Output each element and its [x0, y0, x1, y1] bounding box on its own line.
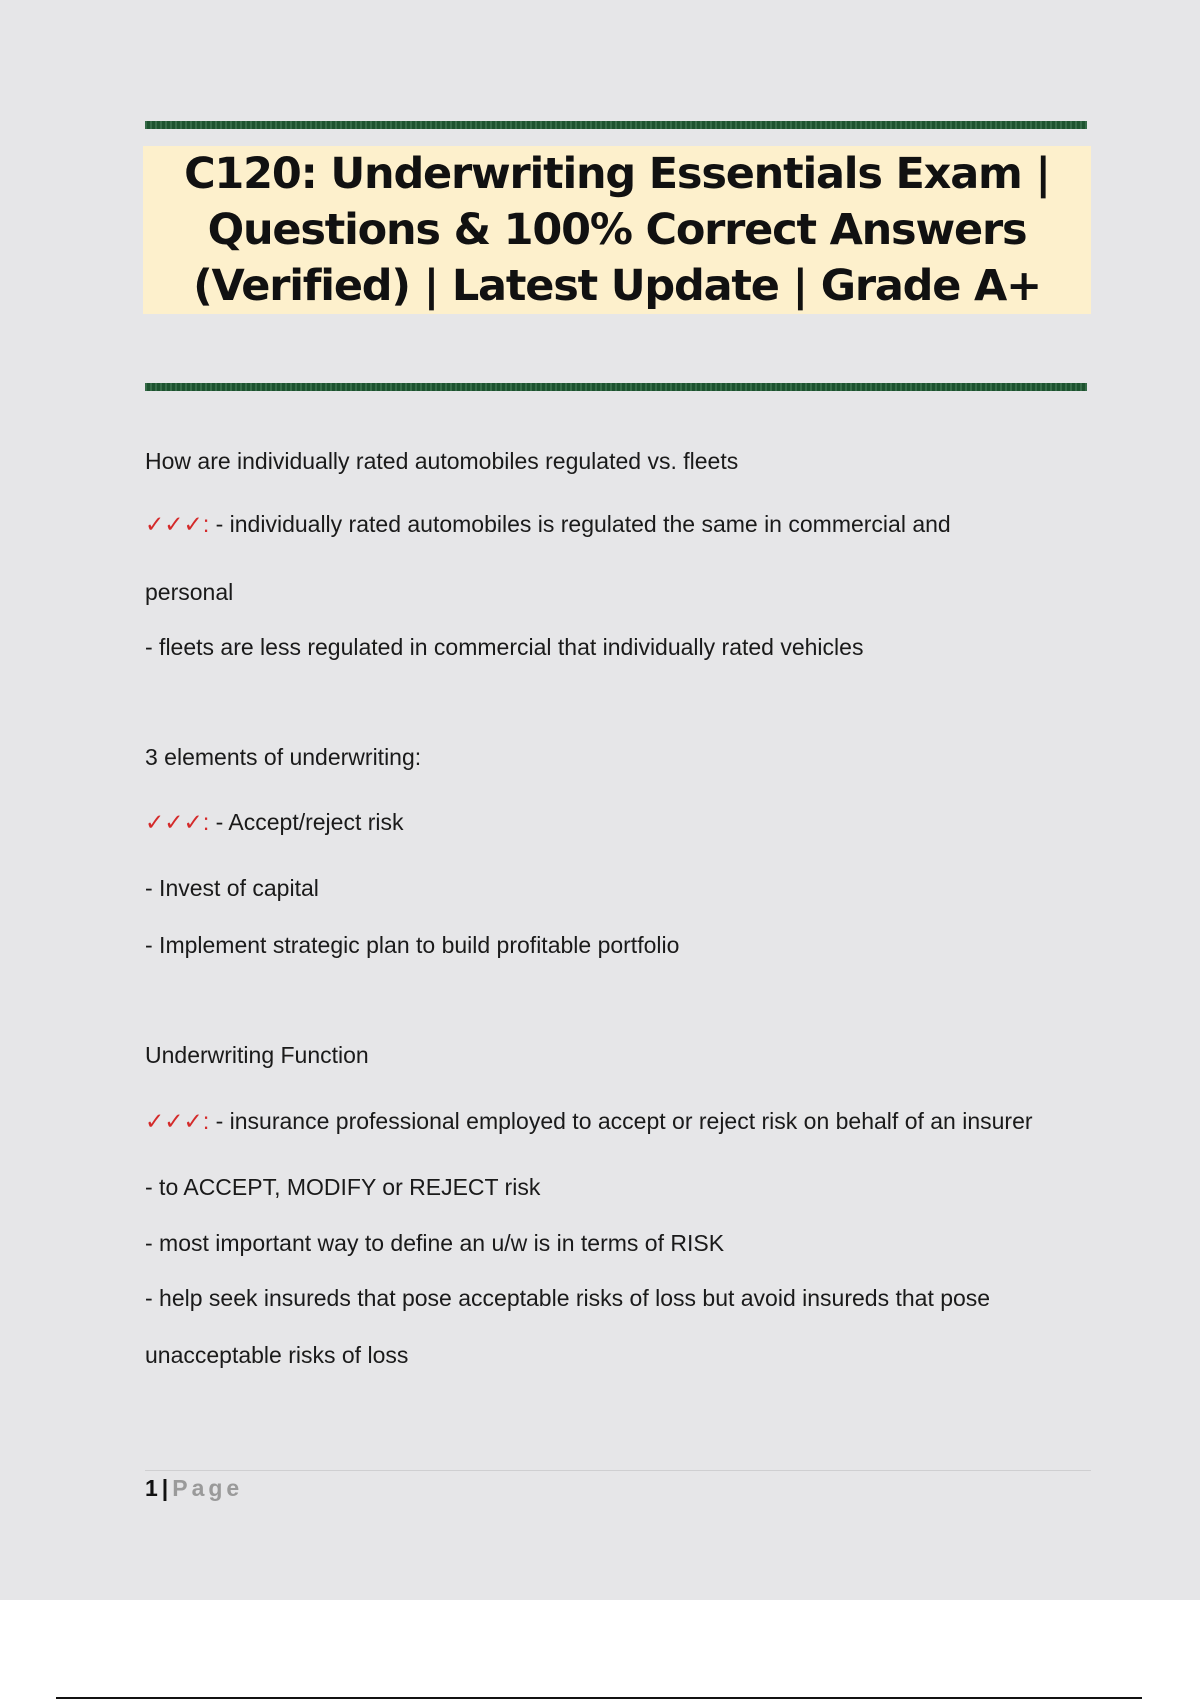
answer-line: - Invest of capital — [145, 875, 319, 901]
top-divider-rule — [145, 121, 1087, 129]
answer-line: personal — [145, 579, 234, 605]
page-number: 1 — [145, 1475, 158, 1501]
answer-text: - Accept/reject risk — [209, 809, 404, 835]
page-footer — [145, 1474, 243, 1502]
answer-line: - most important way to define an u/w is in terms of RISK — [145, 1230, 725, 1256]
checkmark-icon: ✓✓✓: — [145, 1108, 210, 1134]
question-text: How are individually rated automobiles regulated vs. fleets — [145, 448, 739, 474]
document-title: C120: Underwriting Essentials Exam | Questions & 100% Correct Answers (Verified) | Latest Update | Grade A+ — [184, 149, 1050, 311]
checkmark-icon: ✓✓✓: — [145, 511, 210, 537]
answer-line — [145, 808, 404, 836]
page-label: Page — [172, 1475, 244, 1501]
checkmark-icon: ✓✓✓: — [145, 809, 210, 835]
answer-line: - to ACCEPT, MODIFY or REJECT risk — [145, 1174, 541, 1200]
answer-text: - insurance professional employed to accept or reject risk on behalf of an insurer — [209, 1108, 1033, 1134]
answer-line: - fleets are less regulated in commercial that individually rated vehicles — [145, 634, 864, 660]
page-bottom-border — [56, 1697, 1142, 1699]
question-text: Underwriting Function — [145, 1042, 369, 1068]
bottom-divider-rule — [145, 383, 1087, 391]
answer-text: - individually rated automobiles is regulated the same in commercial and — [209, 511, 951, 537]
question-text: 3 elements of underwriting: — [145, 744, 422, 770]
title-banner — [143, 146, 1091, 314]
answer-line: - help seek insureds that pose acceptable risks of loss but avoid insureds that pose — [145, 1285, 991, 1311]
answer-line — [145, 1107, 1033, 1135]
answer-line: - Implement strategic plan to build profitable portfolio — [145, 932, 680, 958]
answer-line — [145, 510, 951, 538]
page-separator: | — [161, 1475, 169, 1501]
answer-line: unacceptable risks of loss — [145, 1342, 409, 1368]
footer-divider — [145, 1470, 1091, 1471]
